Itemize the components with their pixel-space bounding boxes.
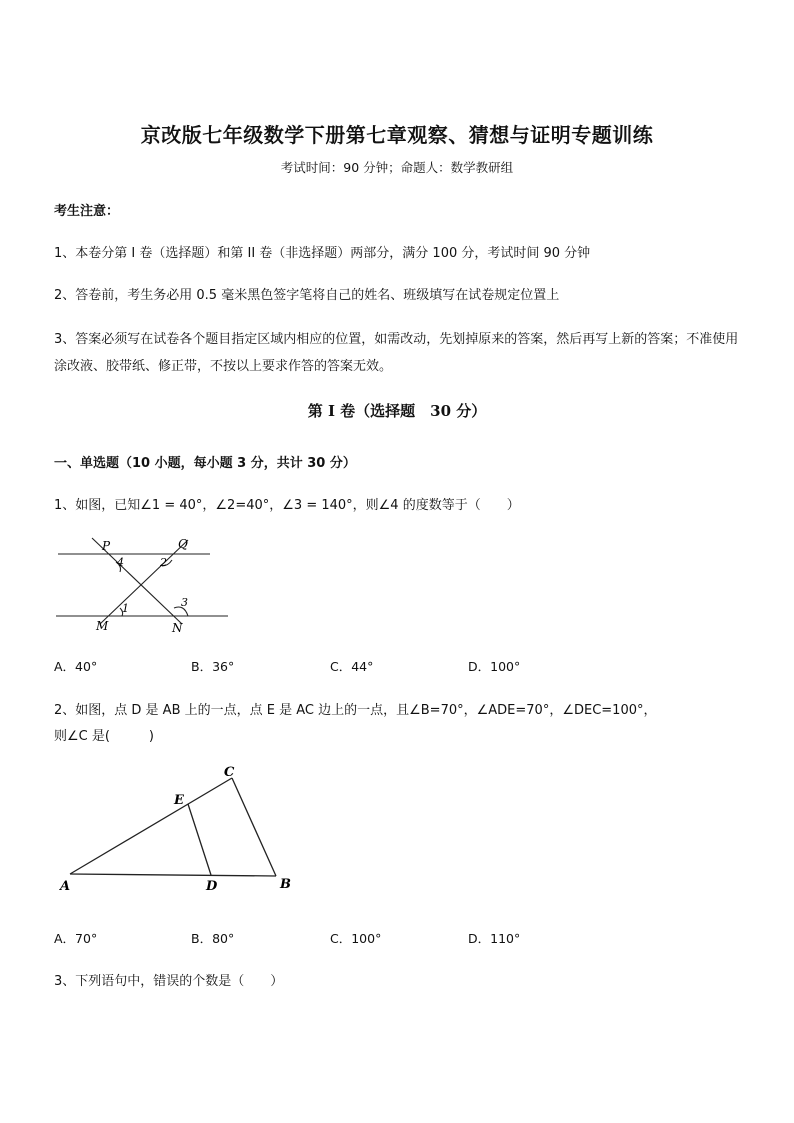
label-P: P (102, 539, 111, 553)
exam-meta: 考试时间：90 分钟；命题人：数学教研组 (280, 160, 514, 175)
q2-option-d[interactable]: D．110° (468, 931, 521, 946)
section-heading: 第 I 卷（选择题 30 分） (307, 402, 487, 420)
question-1-figure (50, 528, 240, 640)
question-1-text: 1、如图，已知∠1 = 40°，∠2=40°，∠3 = 140°，则∠4 的度数等于（ ） (54, 498, 520, 513)
label-C: C (224, 765, 235, 780)
notice-item-3: 3、答案必须写在试卷各个题目指定区域内相应的位置，如需改动，先划掉原来的答案，然后再写上新的答案；不准使用涂改液、胶带纸、修正带，不按以上要求作答的答案无效。 (54, 332, 739, 374)
q2-option-b[interactable]: B．80° (191, 931, 235, 946)
label-M: M (96, 619, 109, 633)
segment-ed (188, 804, 211, 875)
q1-option-b[interactable]: B．36° (191, 659, 235, 674)
label-angle-1: 1 (122, 602, 129, 615)
label-Q: Q (178, 537, 188, 551)
q1-option-d[interactable]: D．100° (468, 659, 521, 674)
q1-option-c[interactable]: C．44° (330, 659, 374, 674)
q1-option-a[interactable]: A．40° (54, 659, 98, 674)
label-E: E (174, 793, 184, 808)
segment-ca (70, 778, 232, 874)
question-2-text: 2、如图，点 D 是 AB 上的一点，点 E 是 AC 边上的一点，且∠B=70°，∠ADE=70°，∠DEC=100°， (54, 703, 657, 718)
label-angle-3: 3 (181, 596, 188, 609)
label-D: D (206, 879, 218, 894)
question-3-text: 3、下列语句中，错误的个数是（ ） (54, 974, 284, 989)
label-A: A (60, 879, 71, 894)
label-B: B (280, 877, 291, 892)
q2-option-c[interactable]: C．100° (330, 931, 382, 946)
page-title: 京改版七年级数学下册第七章观察、猜想与证明专题训练 (140, 123, 654, 147)
segment-bc (232, 778, 276, 876)
question-2-text-cont: 则∠C 是( ) (54, 729, 155, 744)
line-qm (100, 540, 188, 624)
label-angle-4: 4 (117, 556, 124, 569)
notice-item-1: 1、本卷分第 I 卷（选择题）和第 II 卷（非选择题）两部分，满分 100 分，考试时间 90 分钟 (54, 246, 591, 261)
part-heading: 一、单选题（10 小题，每小题 3 分，共计 30 分） (54, 456, 356, 471)
label-angle-2: 2 (160, 556, 167, 569)
notice-heading: 考生注意： (54, 204, 120, 219)
q2-option-a[interactable]: A．70° (54, 931, 98, 946)
label-N: N (172, 621, 183, 635)
segment-ab (70, 874, 276, 876)
question-2-figure (56, 762, 296, 896)
notice-item-2: 2、答卷前，考生务必用 0.5 毫米黑色签字笔将自己的姓名、班级填写在试卷规定位置上 (54, 288, 560, 303)
